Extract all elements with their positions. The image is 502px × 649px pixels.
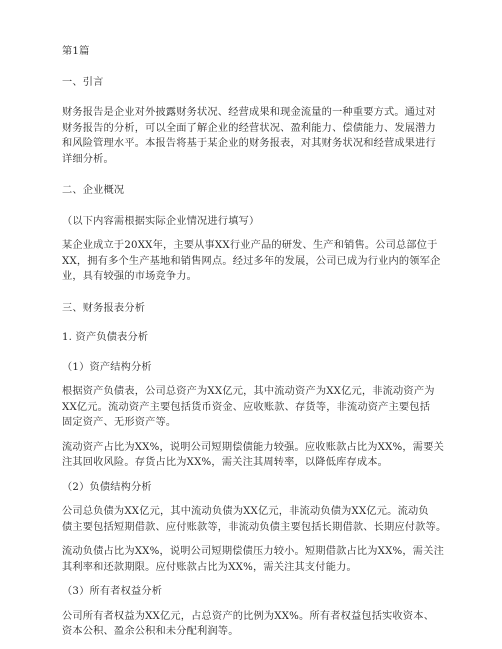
paragraph-liability-structure-2: 流动负债占比为XX%，说明公司短期偿债压力较小。短期借款占比为XX%，需关注 其利率和还款期限。应付账款占比为XX%，需关注其支付能力。 [62, 546, 444, 573]
paragraph-asset-structure-2: 流动资产占比为XX%，说明公司短期偿债能力较强。应收账款占比为XX%，需要关 注其回收风险。存货占比为XX%，需关注其周转率，以降低库存成本。 [62, 441, 444, 468]
document-body [62, 44, 447, 649]
paragraph-overview: 某企业成立于20XX年，主要从事XX行业产品的研发、生产和销售。公司总部位于 XX，拥有多个生产基地和销售网点。经过多年的发展，公司已成为行业内的领军企 业，具有较强的市场竞争力。 [62, 240, 441, 282]
item-title-liability-structure: （2）负债结构分析 [62, 481, 152, 493]
item-title-asset-structure: （1）资产结构分析 [62, 361, 152, 373]
section-heading-intro: 一、引言 [62, 76, 104, 88]
paragraph-equity: 公司所有者权益为XX亿元，占总资产的比例为XX%。所有者权益包括实收资本、 资本公积、盈余公积和未分配利润等。 [62, 610, 435, 637]
section-heading-overview: 二、企业概况 [62, 185, 125, 196]
page-label: 第1篇 [62, 46, 90, 57]
paragraph-liability-structure-1: 公司总负债为XX亿元，其中流动负债为XX亿元，非流动负债为XX亿元。流动负 债主要包括短期借款、应付账款等，非流动负债主要包括长期借款、长期应付款等。 [62, 506, 447, 533]
paragraph-asset-structure-1: 根据资产负债表，公司总资产为XX亿元，其中流动资产为XX亿元，非流动资产为 XX亿元。流动资产主要包括货币资金、应收账款、存货等，非流动资产主要包括 固定资产、无形资产等。 [62, 386, 435, 428]
section-heading-statements: 三、财务报表分析 [62, 302, 146, 314]
item-title-equity: （3）所有者权益分析 [62, 586, 163, 597]
paragraph-intro: 财务报告是企业对外披露财务状况、经营成果和现金流量的一种重要方式。通过对 财务报告的分析，可以全面了解企业的经营状况、盈利能力、偿债能力、发展潜力 和风险管理水平。本报告将基于某企业的财务报表，对其财务状况和经营成果进行 详细分析。 [62, 107, 436, 165]
fill-in-note: （以下内容需根据实际企业情况进行填写） [62, 215, 260, 227]
subheading-balance-sheet: 1. 资产负债表分析 [62, 332, 149, 343]
